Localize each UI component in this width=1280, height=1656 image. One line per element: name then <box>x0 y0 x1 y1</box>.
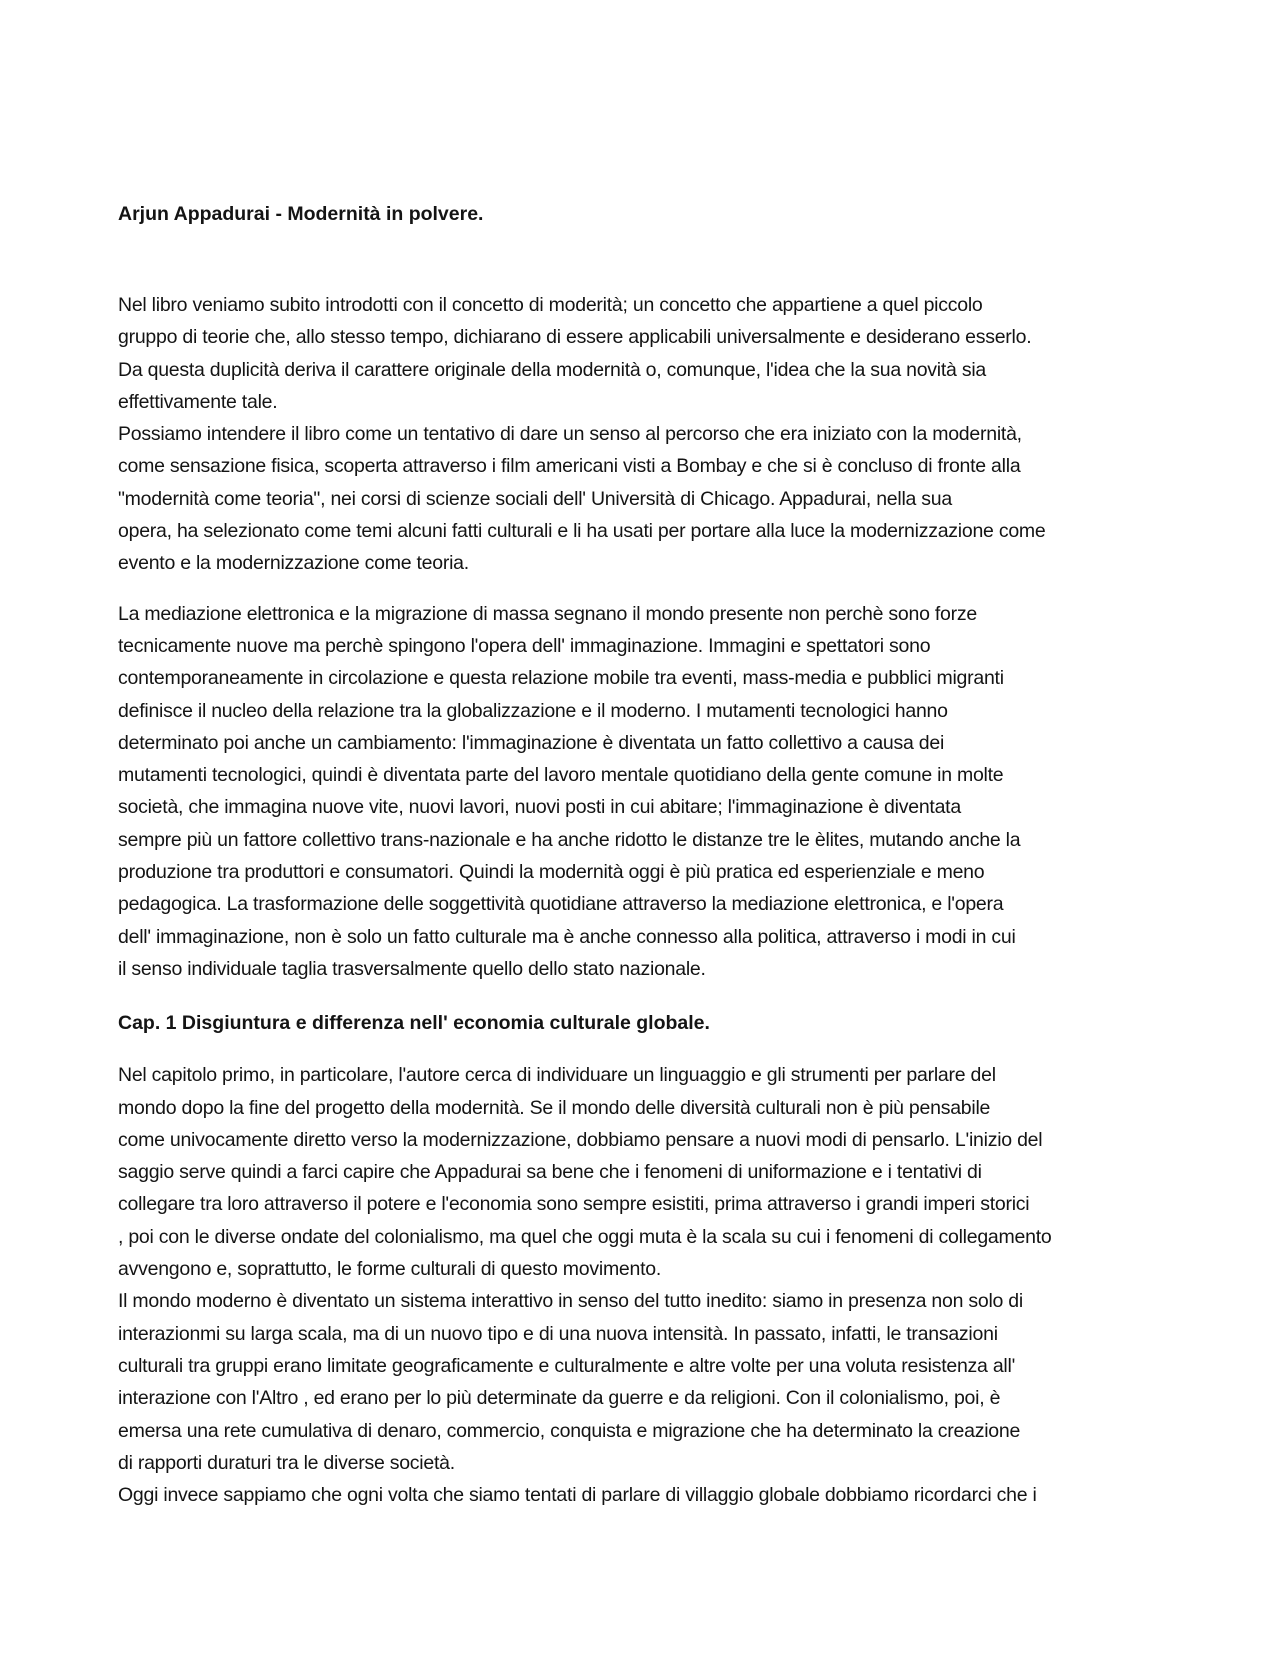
text-line: La mediazione elettronica e la migrazione di massa segnano il mondo presente non perchè sono forze <box>118 602 977 625</box>
text-line: società, che immagina nuove vite, nuovi lavori, nuovi posti in cui abitare; l'immaginazione è diventata <box>118 796 961 819</box>
text-line: il senso individuale taglia trasversalmente quello dello stato nazionale. <box>118 957 706 980</box>
text-line: mutamenti tecnologici, quindi è diventata parte del lavoro mentale quotidiano della gente comune in molte <box>118 764 1004 787</box>
text-line: Possiamo intendere il libro come un tentativo di dare un senso al percorso che era iniziato con la modernità, <box>118 423 1022 446</box>
text-line: Il mondo moderno è diventato un sistema interattivo in senso del tutto inedito: siamo in presenza non solo di <box>118 1290 1023 1313</box>
text-line: effettivamente tale. <box>118 390 278 413</box>
text-line: opera, ha selezionato come temi alcuni fatti culturali e li ha usati per portare alla luce la modernizzazione come <box>118 520 1046 543</box>
text-line: tecnicamente nuove ma perchè spingono l'opera dell' immaginazione. Immagini e spettatori sono <box>118 634 931 657</box>
text-line: mondo dopo la fine del progetto della modernità. Se il mondo delle diversità culturali non è più pensabile <box>118 1096 991 1119</box>
paragraph <box>118 1059 1164 1511</box>
text-line: come sensazione fisica, scoperta attraverso i film americani visti a Bombay e che si è concluso di fronte alla <box>118 455 1021 478</box>
text-line: dell' immaginazione, non è solo un fatto culturale ma è anche connesso alla politica, attraverso i modi in cui <box>118 925 1016 948</box>
text-line: interazionmi su larga scala, ma di un nuovo tipo e di una nuova intensità. In passato, infatti, le transazioni <box>118 1322 998 1345</box>
text-line: collegare tra loro attraverso il potere e l'economia sono sempre esistiti, prima attraverso i grandi imperi storici <box>118 1193 1030 1216</box>
text-line: , poi con le diverse ondate del colonialismo, ma quel che oggi muta è la scala su cui i fenomeni di collegamento <box>118 1225 1052 1248</box>
text-line: interazione con l'Altro , ed erano per lo più determinate da guerre e da religioni. Con il colonialismo, poi, è <box>118 1387 1001 1410</box>
text-line: di rapporti duraturi tra le diverse società. <box>118 1451 455 1474</box>
text-line: "modernità come teoria", nei corsi di scienze sociali dell' Università di Chicago. Appadurai, nella sua <box>118 487 953 510</box>
chapter-heading: Cap. 1 Disgiuntura e differenza nell' economia culturale globale. <box>118 1012 710 1035</box>
text-line: Nel libro veniamo subito introdotti con il concetto di moderità; un concetto che appartiene a quel piccolo <box>118 294 983 316</box>
chapter-section <box>118 1059 1164 1511</box>
document-title: Arjun Appadurai - Modernità in polvere. <box>118 203 484 225</box>
text-line: pedagogica. La trasformazione delle soggettività quotidiane attraverso la mediazione elettronica, e l'opera <box>118 893 1004 916</box>
text-line: evento e la modernizzazione come teoria. <box>118 552 469 575</box>
intro-section <box>118 289 1164 985</box>
text-line: come univocamente diretto verso la modernizzazione, dobbiamo pensare a nuovi modi di pensarlo. L'inizio del <box>118 1128 1043 1151</box>
document-page <box>118 198 1164 1511</box>
text-line: Oggi invece sappiamo che ogni volta che siamo tentati di parlare di villaggio globale dobbiamo ricordarci che i <box>118 1484 1037 1507</box>
text-line: saggio serve quindi a farci capire che Appadurai sa bene che i fenomeni di uniformazione e i tentativi di <box>118 1161 982 1184</box>
text-line: culturali tra gruppi erano limitate geograficamente e culturalmente e altre volte per una voluta resistenza all' <box>118 1354 1016 1377</box>
text-line: produzione tra produttori e consumatori. Quindi la modernità oggi è più pratica ed esperienziale e meno <box>118 861 985 884</box>
text-line: Nel capitolo primo, in particolare, l'autore cerca di individuare un linguaggio e gli strumenti per parlare del <box>118 1064 996 1087</box>
text-line: Da questa duplicità deriva il carattere originale della modernità o, comunque, l'idea che la sua novità sia <box>118 358 986 381</box>
text-line: contemporaneamente in circolazione e questa relazione mobile tra eventi, mass-media e pubblici migranti <box>118 667 1004 690</box>
paragraph <box>118 289 1164 580</box>
text-line: sempre più un fattore collettivo trans-nazionale e ha anche ridotto le distanze tre le èlites, mutando anche la <box>118 828 1021 851</box>
text-line: definisce il nucleo della relazione tra la globalizzazione e il moderno. I mutamenti tecnologici hanno <box>118 699 948 722</box>
text-line: gruppo di teorie che, allo stesso tempo, dichiarano di essere applicabili universalmente e desiderano esserlo. <box>118 326 1032 349</box>
paragraph <box>118 598 1164 986</box>
text-line: determinato poi anche un cambiamento: l'immaginazione è diventata un fatto collettivo a causa dei <box>118 731 945 754</box>
text-line: avvengono e, soprattutto, le forme culturali di questo movimento. <box>118 1258 662 1281</box>
text-line: emersa una rete cumulativa di denaro, commercio, conquista e migrazione che ha determinato la creazione <box>118 1419 1021 1442</box>
